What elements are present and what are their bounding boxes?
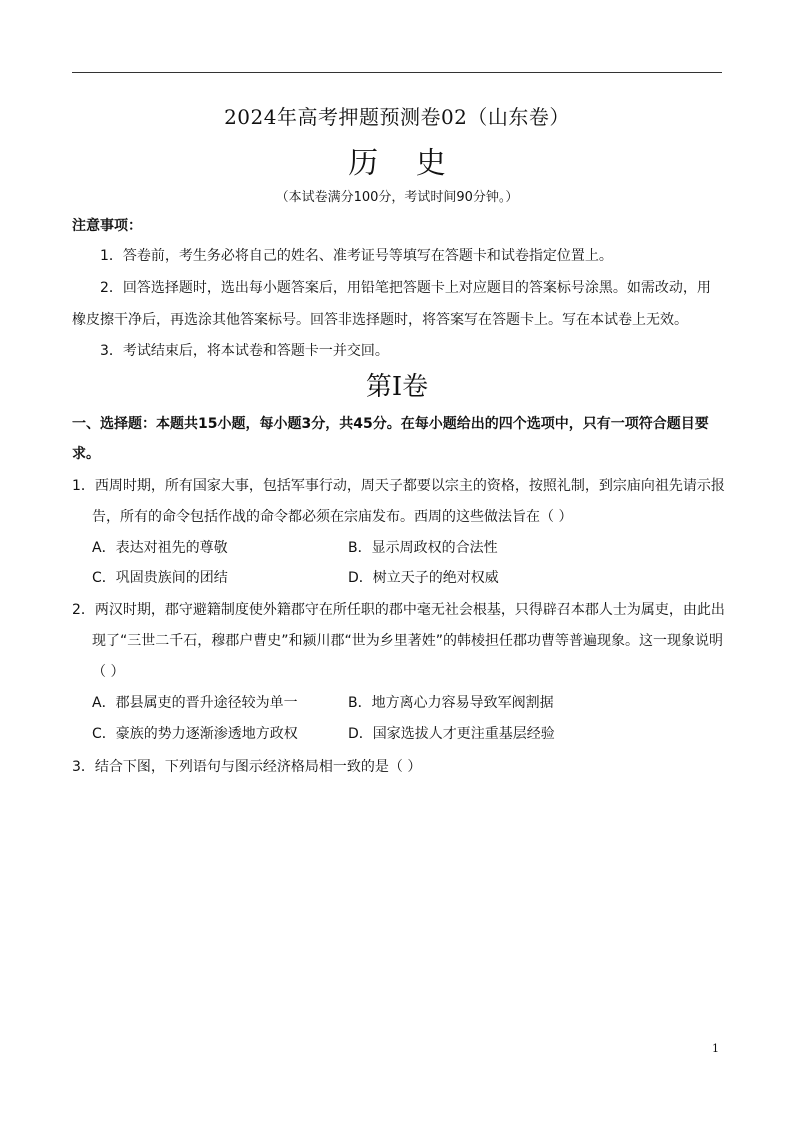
question-1-stem-continuation: 告，所有的命令包括作战的命令都必须在宗庙发布。西周的这些做法旨在（ ） — [92, 509, 573, 525]
question-1-option-d: D．树立天子的绝对权威 — [348, 570, 499, 586]
notice-item: 2．回答选择题时，选出每小题答案后，用铅笔把答题卡上对应题目的答案标号涂黑。如需改动，用 — [100, 280, 711, 296]
subject-title: 历 史 — [348, 146, 460, 181]
section-instruction: 一、选择题：本题共15小题，每小题3分，共45分。在每小题给出的四个选项中，只有一项符合题目要 — [72, 416, 709, 432]
question-2-stem-continuation: 现了“三世二千石，穆郡户曹史”和颍川郡“世为乡里著姓”的韩棱担任郡功曹等普遍现象。这一现象说明 — [92, 633, 724, 649]
question-2-answer-bracket: （ ） — [92, 664, 125, 680]
question-1-option-c: C．巩固贵族间的团结 — [92, 570, 228, 586]
header-rule — [72, 72, 722, 73]
question-2-option-a: A．郡县属吏的晋升途径较为单一 — [92, 695, 298, 711]
score-note: （本试卷满分100分，考试时间90分钟。） — [275, 190, 519, 205]
part-title: 第Ⅰ卷 — [365, 372, 429, 402]
notice-item-continuation: 橡皮擦干净后，再选涂其他答案标号。回答非选择题时，将答案写在答题卡上。写在本试卷上无效。 — [72, 312, 688, 328]
question-2-option-c: C．豪族的势力逐渐渗透地方政权 — [92, 726, 298, 742]
question-1-option-a: A．表达对祖先的尊敬 — [92, 540, 228, 556]
question-2-option-b: B．地方离心力容易导致军阀割据 — [348, 695, 554, 711]
notice-title: 注意事项： — [72, 218, 142, 234]
question-1-option-b: B．显示周政权的合法性 — [348, 540, 498, 556]
exam-title: 2024年高考押题预测卷02（山东卷） — [224, 105, 570, 129]
question-2-option-d: D．国家选拔人才更注重基层经验 — [348, 726, 555, 742]
question-2-stem: 2．两汉时期，郡守避籍制度使外籍郡守在所任职的郡中毫无社会根基，只得辟召本郡人士为属吏，由此出 — [72, 602, 725, 618]
notice-item: 1．答卷前，考生务必将自己的姓名、准考证号等填写在答题卡和试卷指定位置上。 — [100, 248, 613, 264]
page-number: 1 — [712, 1042, 719, 1055]
question-1-stem: 1．西周时期，所有国家大事，包括军事行动，周天子都要以宗主的资格，按照礼制，到宗庙向祖先请示报 — [72, 478, 725, 494]
notice-item: 3．考试结束后，将本试卷和答题卡一并交回。 — [100, 343, 389, 359]
question-3-stem: 3．结合下图，下列语句与图示经济格局相一致的是（ ） — [72, 759, 422, 775]
section-instruction-continuation: 求。 — [72, 446, 100, 462]
